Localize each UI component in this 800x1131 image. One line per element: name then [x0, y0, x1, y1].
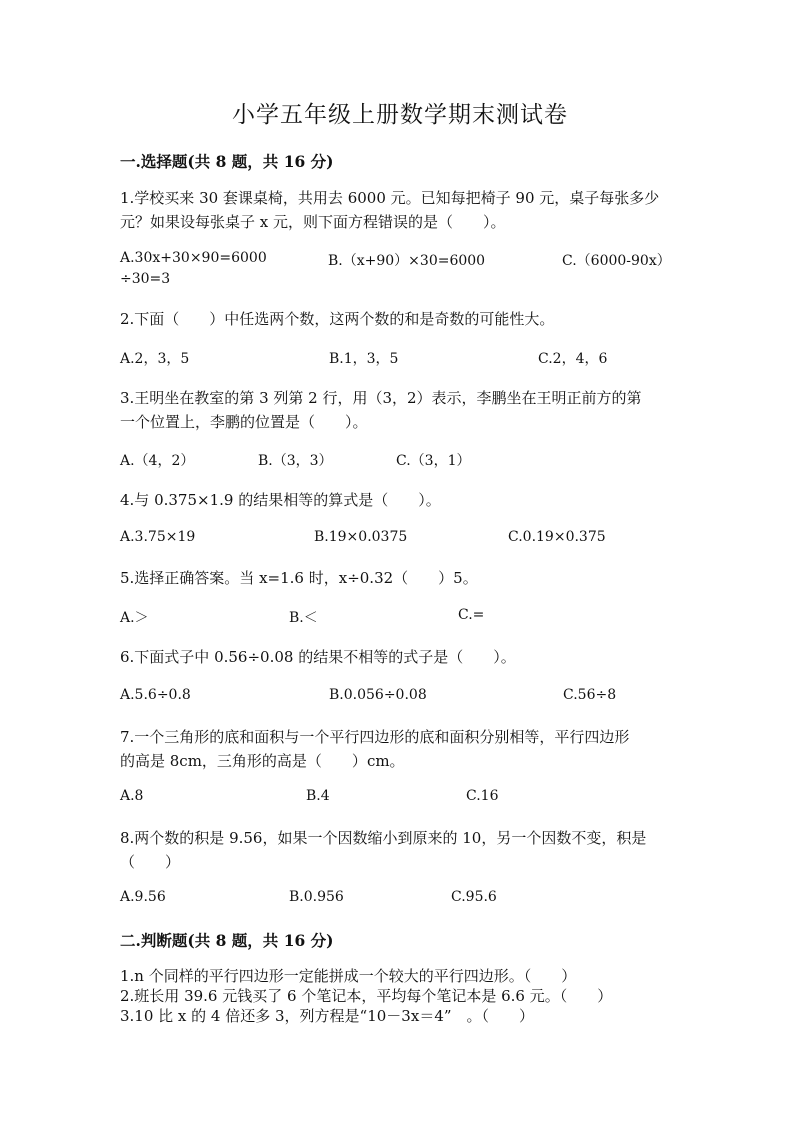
options-row [120, 450, 680, 474]
option-b[interactable]: B.0.956 [289, 889, 344, 905]
question-7 [120, 725, 680, 773]
question-2 [120, 307, 680, 331]
option-a[interactable]: A.9.56 [120, 889, 166, 905]
options-row [120, 687, 680, 711]
option-c[interactable]: C.= [458, 607, 485, 623]
question-text: 3.王明坐在教室的第 3 列第 2 行，用（3，2）表示，李鹏坐在王明正前方的第 [120, 389, 642, 407]
option-a[interactable]: A.（4，2） [120, 453, 195, 469]
option-b[interactable]: B.＜ [289, 610, 318, 626]
option-a[interactable]: A.2，3，5 [120, 351, 190, 367]
option-c[interactable]: C.95.6 [451, 889, 497, 905]
section-heading-judge: 二.判断题(共 8 题，共 16 分) [120, 931, 334, 950]
section-heading-choice: 一.选择题(共 8 题，共 16 分) [120, 152, 334, 171]
judge-item: 2.班长用 39.6 元钱买了 6 个笔记本，平均每个笔记本是 6.6 元。（ ） [120, 987, 613, 1005]
question-4 [120, 488, 680, 512]
question-text: 6.下面式子中 0.56÷0.08 的结果不相等的式子是（ ）。 [120, 648, 516, 666]
option-b[interactable]: B.19×0.0375 [314, 529, 408, 545]
option-b[interactable]: B.（3，3） [258, 453, 333, 469]
option-c[interactable]: C.2，4，6 [538, 351, 608, 367]
option-b[interactable]: B.1，3，5 [329, 351, 399, 367]
options-row [120, 788, 680, 812]
question-8 [120, 826, 680, 874]
options-row [120, 889, 680, 913]
question-text: 8.两个数的积是 9.56，如果一个因数缩小到原来的 10，另一个因数不变，积是 [120, 829, 647, 847]
question-5 [120, 566, 680, 590]
options-row [120, 529, 680, 553]
option-c[interactable]: C.56÷8 [563, 687, 617, 703]
option-b[interactable]: B.4 [306, 788, 330, 804]
question-text: 4.与 0.375×1.9 的结果相等的算式是（ ）。 [120, 491, 441, 509]
judge-item: 3.10 比 x 的 4 倍还多 3，列方程是“10－3x＝4” 。（ ） [120, 1007, 535, 1025]
option-a[interactable]: A.30x+30×90=6000 [120, 250, 267, 266]
question-text: （ ） [120, 853, 181, 871]
question-text: 元？如果设每张桌子 x 元，则下面方程错误的是（ ）。 [120, 213, 506, 231]
option-a[interactable]: A.＞ [120, 610, 149, 626]
question-1 [120, 186, 680, 234]
option-c[interactable]: C.16 [466, 788, 499, 804]
option-c-continued: ÷30=3 [120, 271, 171, 287]
option-c[interactable]: C.（3，1） [396, 453, 471, 469]
question-text: 2.下面（ ）中任选两个数，这两个数的和是奇数的可能性大。 [120, 310, 555, 328]
option-a[interactable]: A.8 [120, 788, 144, 804]
question-3 [120, 386, 680, 434]
option-c[interactable]: C.（6000-90x） [562, 253, 671, 269]
question-text: 1.学校买来 30 套课桌椅，共用去 6000 元。已知每把椅子 90 元，桌子每张多少 [120, 189, 660, 207]
question-6 [120, 645, 680, 669]
option-b[interactable]: B.（x+90）×30=6000 [328, 253, 486, 269]
option-a[interactable]: A.3.75×19 [120, 529, 196, 545]
judge-item: 1.n 个同样的平行四边形一定能拼成一个较大的平行四边形。（ ） [120, 967, 577, 985]
question-text: 7.一个三角形的底和面积与一个平行四边形的底和面积分别相等，平行四边形 [120, 728, 630, 746]
options-row [120, 250, 680, 274]
options-row [120, 348, 680, 372]
option-b[interactable]: B.0.056÷0.08 [329, 687, 427, 703]
option-c[interactable]: C.0.19×0.375 [508, 529, 606, 545]
option-a[interactable]: A.5.6÷0.8 [120, 687, 191, 703]
options-row [120, 607, 680, 631]
judge-list [120, 966, 680, 1026]
page-title: 小学五年级上册数学期末测试卷 [232, 102, 568, 128]
question-text: 的高是 8cm，三角形的高是（ ）cm。 [120, 752, 405, 770]
question-text: 5.选择正确答案。当 x=1.6 时，x÷0.32（ ）5。 [120, 569, 478, 587]
question-text: 一个位置上，李鹏的位置是（ ）。 [120, 413, 368, 431]
